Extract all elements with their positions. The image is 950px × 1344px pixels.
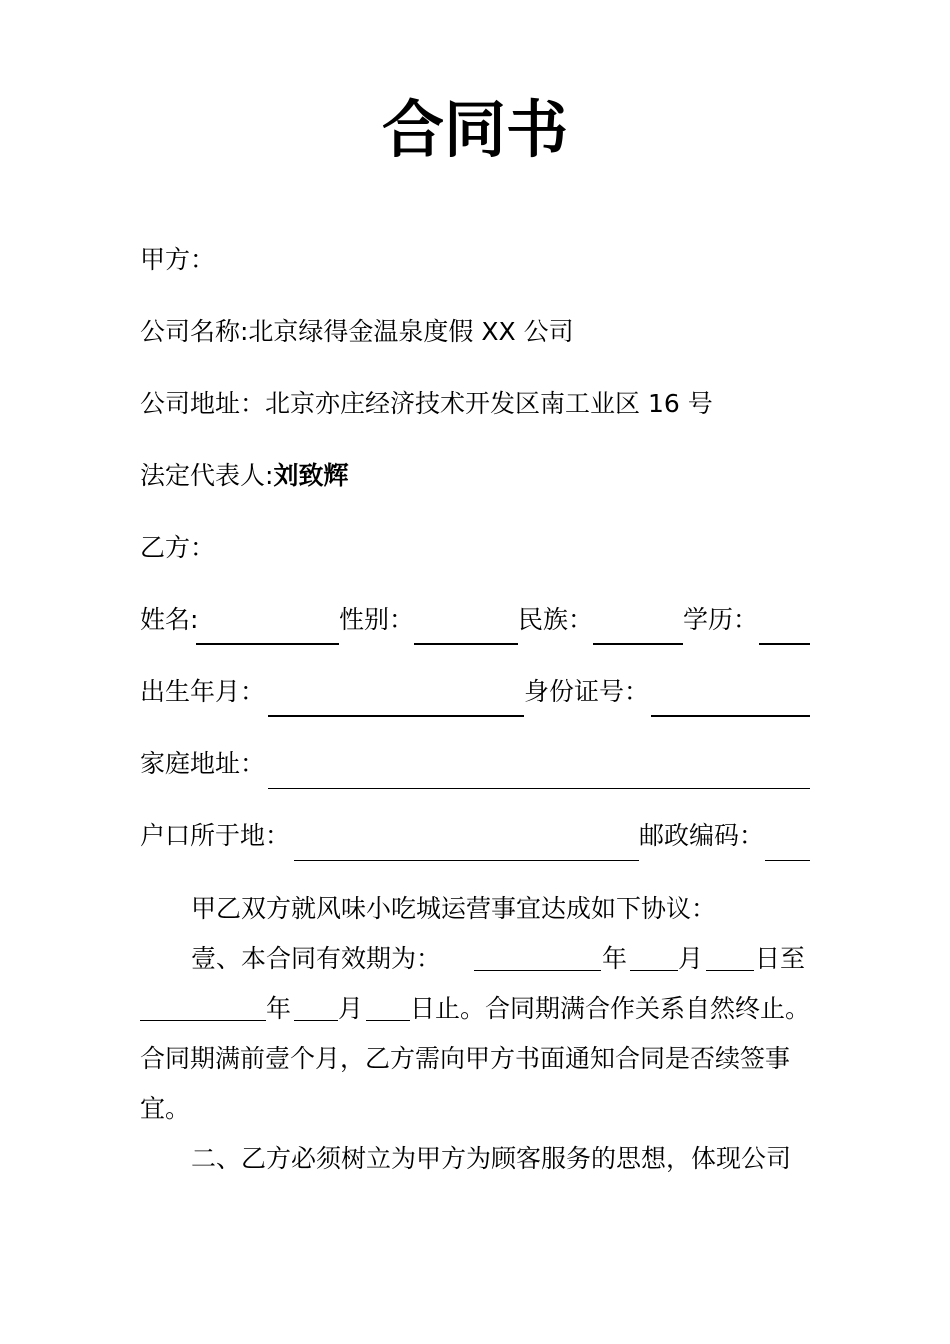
party-a-label: 甲方：	[140, 245, 216, 274]
start-year-field[interactable]	[474, 970, 601, 971]
id-field[interactable]	[651, 715, 810, 717]
start-day-field[interactable]	[706, 970, 754, 971]
company-name: 公司名称:北京绿得金温泉度假 XX 公司	[140, 317, 574, 346]
legal-rep-name: 刘致辉	[273, 461, 349, 490]
start-month-unit: 月	[678, 944, 704, 973]
gender-label: 性别：	[339, 605, 415, 634]
ethnicity-label: 民族：	[518, 605, 594, 634]
end-year-unit: 年	[266, 994, 292, 1023]
birth-field[interactable]	[268, 715, 524, 717]
start-year-unit: 年	[602, 944, 628, 973]
clause-1-label: 壹、本合同有效期为：	[191, 944, 442, 973]
end-month-unit: 月	[338, 994, 364, 1023]
end-month-field[interactable]	[294, 1020, 338, 1021]
postcode-field[interactable]	[765, 860, 810, 861]
party-b-label: 乙方：	[140, 533, 216, 562]
legal-rep-label: 法定代表人:	[140, 461, 274, 490]
document-title: 合同书	[381, 93, 568, 166]
birth-label: 出生年月：	[140, 677, 266, 706]
postcode-label: 邮政编码：	[639, 821, 765, 850]
education-label: 学历：	[683, 605, 759, 634]
clause-2: 二、乙方必须树立为甲方为顾客服务的思想，体现公司	[191, 1144, 792, 1173]
clause-1-renewal-end: 宜。	[140, 1094, 191, 1123]
name-field[interactable]	[196, 643, 339, 645]
id-label: 身份证号：	[524, 677, 650, 706]
ethnicity-field[interactable]	[593, 643, 683, 645]
company-address: 公司地址：北京亦庄经济技术开发区南工业区 16 号	[140, 389, 713, 418]
home-address-label: 家庭地址：	[140, 749, 266, 778]
education-field[interactable]	[759, 643, 810, 645]
name-label: 姓名:	[140, 605, 199, 634]
agreement-intro: 甲乙双方就风味小吃城运营事宜达成如下协议：	[191, 894, 717, 923]
legal-representative	[140, 460, 348, 492]
hukou-label: 户口所于地：	[140, 821, 291, 850]
start-day-to: 日至	[755, 944, 806, 973]
gender-field[interactable]	[414, 643, 518, 645]
end-year-field[interactable]	[140, 1020, 266, 1021]
end-day-text: 日止。合同期满合作关系自然终止。	[410, 994, 811, 1023]
home-address-field[interactable]	[268, 788, 810, 789]
hukou-field[interactable]	[294, 860, 639, 861]
clause-1-renewal: 合同期满前壹个月，乙方需向甲方书面通知合同是否续签事	[140, 1044, 791, 1073]
end-day-field[interactable]	[366, 1020, 410, 1021]
start-month-field[interactable]	[630, 970, 678, 971]
